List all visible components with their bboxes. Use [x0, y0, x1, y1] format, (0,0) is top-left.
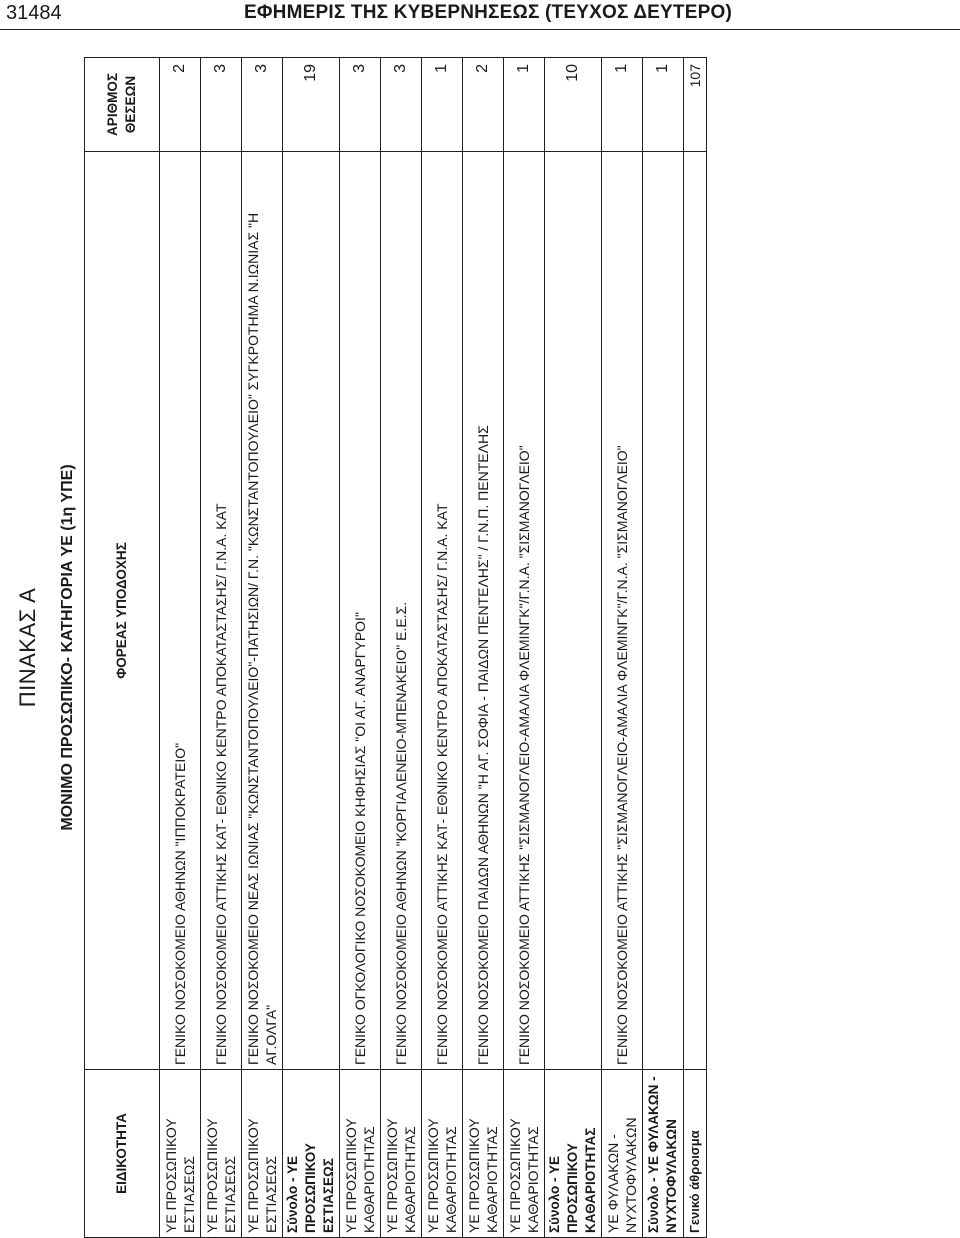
- table-row: [381, 58, 422, 1238]
- column-header-positions: ΑΡΙΘΜΟΣ ΘΕΣΕΩΝ: [85, 58, 160, 152]
- positions-table: [4, 57, 707, 1238]
- gazette-title: ΕΦΗΜΕΡΙΣ ΤΗΣ ΚΥΒΕΡΝΗΣΕΩΣ (ΤΕΥΧΟΣ ΔΕΥΤΕΡΟ): [244, 2, 732, 23]
- cell-specialty: ΥΕ ΠΡΟΣΩΠΙΚΟΥ ΕΣΤΙΑΣΕΩΣ: [201, 1070, 242, 1238]
- cell-host: ΓΕΝΙΚΟ ΝΟΣΟΚΟΜΕΙΟ ΑΤΤΙΚΗΣ ΚΑΤ- ΕΘΝΙΚΟ ΚΕΝΤΡΟ ΑΠΟΚΑΤΑΣΤΑΣΗΣ/ Γ.Ν.Α. ΚΑΤ: [422, 152, 463, 1070]
- cell-host: ΓΕΝΙΚΟ ΝΟΣΟΚΟΜΕΙΟ ΑΘΗΝΩΝ "ΙΠΠΟΚΡΑΤΕΙΟ": [160, 152, 201, 1070]
- cell-specialty: ΥΕ ΠΡΟΣΩΠΙΚΟΥ ΚΑΘΑΡΙΟΤΗΤΑΣ: [504, 1070, 545, 1238]
- cell-host: [545, 152, 602, 1070]
- cell-specialty: ΥΕ ΦΥΛΑΚΩΝ - ΝΥΧΤΟΦΥΛΑΚΩΝ: [602, 1070, 643, 1238]
- header-divider: [0, 29, 960, 30]
- cell-positions: 1: [602, 58, 643, 152]
- cell-host: ΓΕΝΙΚΟ ΝΟΣΟΚΟΜΕΙΟ ΑΤΤΙΚΗΣ "ΣΙΣΜΑΝΟΓΛΕΙΟ-ΑΜΑΛΙΑ ΦΛΕΜΙΝΓΚ"/Γ.Ν.Α. "ΣΙΣΜΑΝΟΓΛΕΙΟ": [504, 152, 545, 1070]
- table-subtitle: ΜΟΝΙΜΟ ΠΡΟΣΩΠΙΚΟ- ΚΑΤΗΓΟΡΙΑ ΥΕ (1η ΥΠΕ): [52, 58, 85, 1238]
- cell-specialty: Γενικό άθροισμα: [684, 1070, 707, 1238]
- cell-host: [684, 152, 707, 1070]
- cell-specialty: ΥΕ ΠΡΟΣΩΠΙΚΟΥ ΚΑΘΑΡΙΟΤΗΤΑΣ: [340, 1070, 381, 1238]
- cell-positions: 107: [684, 58, 707, 152]
- page-number: 31484: [6, 2, 62, 24]
- cell-host: ΓΕΝΙΚΟ ΝΟΣΟΚΟΜΕΙΟ ΝΕΑΣ ΙΩΝΙΑΣ "ΚΩΝΣΤΑΝΤΟΠΟΥΛΕΙΟ"-ΠΑΤΗΣΙΩΝ/ Γ.Ν. "ΚΩΝΣΤΑΝΤΟΠΟΥΛΕΙΟ" ΣΥΓΚΡΟΤΗΜΑ Ν.ΙΩΝΙΑΣ "Η ΑΓ.ΟΛΓΑ": [242, 152, 283, 1070]
- cell-positions: 1: [504, 58, 545, 152]
- cell-specialty: ΥΕ ΠΡΟΣΩΠΙΚΟΥ ΚΑΘΑΡΙΟΤΗΤΑΣ: [381, 1070, 422, 1238]
- table-header-row: [85, 58, 160, 1238]
- cell-specialty: Σύνολο - ΥΕ ΦΥΛΑΚΩΝ - ΝΥΧΤΟΦΥΛΑΚΩΝ: [643, 1070, 684, 1238]
- column-header-specialty: ΕΙΔΙΚΟΤΗΤΑ: [85, 1070, 160, 1238]
- table-row: [201, 58, 242, 1238]
- cell-host: ΓΕΝΙΚΟ ΝΟΣΟΚΟΜΕΙΟ ΑΤΤΙΚΗΣ "ΣΙΣΜΑΝΟΓΛΕΙΟ-ΑΜΑΛΙΑ ΦΛΕΜΙΝΓΚ"/Γ.Ν.Α. "ΣΙΣΜΑΝΟΓΛΕΙΟ": [602, 152, 643, 1070]
- table-row: [160, 58, 201, 1238]
- cell-specialty: Σύνολο - ΥΕ ΠΡΟΣΩΠΙΚΟΥ ΕΣΤΙΑΣΕΩΣ: [283, 1070, 340, 1238]
- grand-total-row: [684, 58, 707, 1238]
- cell-positions: 3: [242, 58, 283, 152]
- table-row: [602, 58, 643, 1238]
- table-row: [504, 58, 545, 1238]
- page-header: [0, 0, 960, 26]
- cell-host: [643, 152, 684, 1070]
- cell-host: ΓΕΝΙΚΟ ΝΟΣΟΚΟΜΕΙΟ ΠΑΙΔΩΝ ΑΘΗΝΩΝ "Η ΑΓ. ΣΟΦΙΑ - ΠΑΙΔΩΝ ΠΕΝΤΕΛΗΣ" / Γ.Ν.Π. ΠΕΝΤΕΛΗΣ: [463, 152, 504, 1070]
- cell-host: ΓΕΝΙΚΟ ΝΟΣΟΚΟΜΕΙΟ ΑΘΗΝΩΝ "ΚΟΡΓΙΑΛΕΝΕΙΟ-ΜΠΕΝΑΚΕΙΟ" Ε.Ε.Σ.: [381, 152, 422, 1070]
- cell-positions: 3: [201, 58, 242, 152]
- cell-host: [283, 152, 340, 1070]
- cell-specialty: Σύνολο - ΥΕ ΠΡΟΣΩΠΙΚΟΥ ΚΑΘΑΡΙΟΤΗΤΑΣ: [545, 1070, 602, 1238]
- subtotal-row: [643, 58, 684, 1238]
- cell-specialty: ΥΕ ΠΡΟΣΩΠΙΚΟΥ ΚΑΘΑΡΙΟΤΗΤΑΣ: [422, 1070, 463, 1238]
- cell-host: ΓΕΝΙΚΟ ΟΓΚΟΛΟΓΙΚΟ ΝΟΣΟΚΟΜΕΙΟ ΚΗΦΗΣΙΑΣ "ΟΙ ΑΓ. ΑΝΑΡΓΥΡΟΙ": [340, 152, 381, 1070]
- cell-positions: 3: [340, 58, 381, 152]
- cell-positions: 3: [381, 58, 422, 152]
- table-row: [422, 58, 463, 1238]
- cell-positions: 2: [463, 58, 504, 152]
- cell-specialty: ΥΕ ΠΡΟΣΩΠΙΚΟΥ ΚΑΘΑΡΙΟΤΗΤΑΣ: [463, 1070, 504, 1238]
- cell-positions: 2: [160, 58, 201, 152]
- cell-positions: 1: [643, 58, 684, 152]
- column-header-host: ΦΟΡΕΑΣ ΥΠΟΔΟΧΗΣ: [85, 152, 160, 1070]
- cell-specialty: ΥΕ ΠΡΟΣΩΠΙΚΟΥ ΕΣΤΙΑΣΕΩΣ: [160, 1070, 201, 1238]
- subtotal-row: [283, 58, 340, 1238]
- subtotal-row: [545, 58, 602, 1238]
- table-row: [242, 58, 283, 1238]
- cell-positions: 10: [545, 58, 602, 152]
- table-row: [340, 58, 381, 1238]
- cell-specialty: ΥΕ ΠΡΟΣΩΠΙΚΟΥ ΕΣΤΙΑΣΕΩΣ: [242, 1070, 283, 1238]
- cell-positions: 19: [283, 58, 340, 152]
- table-title: ΠΙΝΑΚΑΣ Α: [15, 587, 40, 708]
- rotated-table-container: [4, 53, 789, 1238]
- table-row: [463, 58, 504, 1238]
- cell-host: ΓΕΝΙΚΟ ΝΟΣΟΚΟΜΕΙΟ ΑΤΤΙΚΗΣ ΚΑΤ- ΕΘΝΙΚΟ ΚΕΝΤΡΟ ΑΠΟΚΑΤΑΣΤΑΣΗΣ/ Γ.Ν.Α. ΚΑΤ: [201, 152, 242, 1070]
- cell-positions: 1: [422, 58, 463, 152]
